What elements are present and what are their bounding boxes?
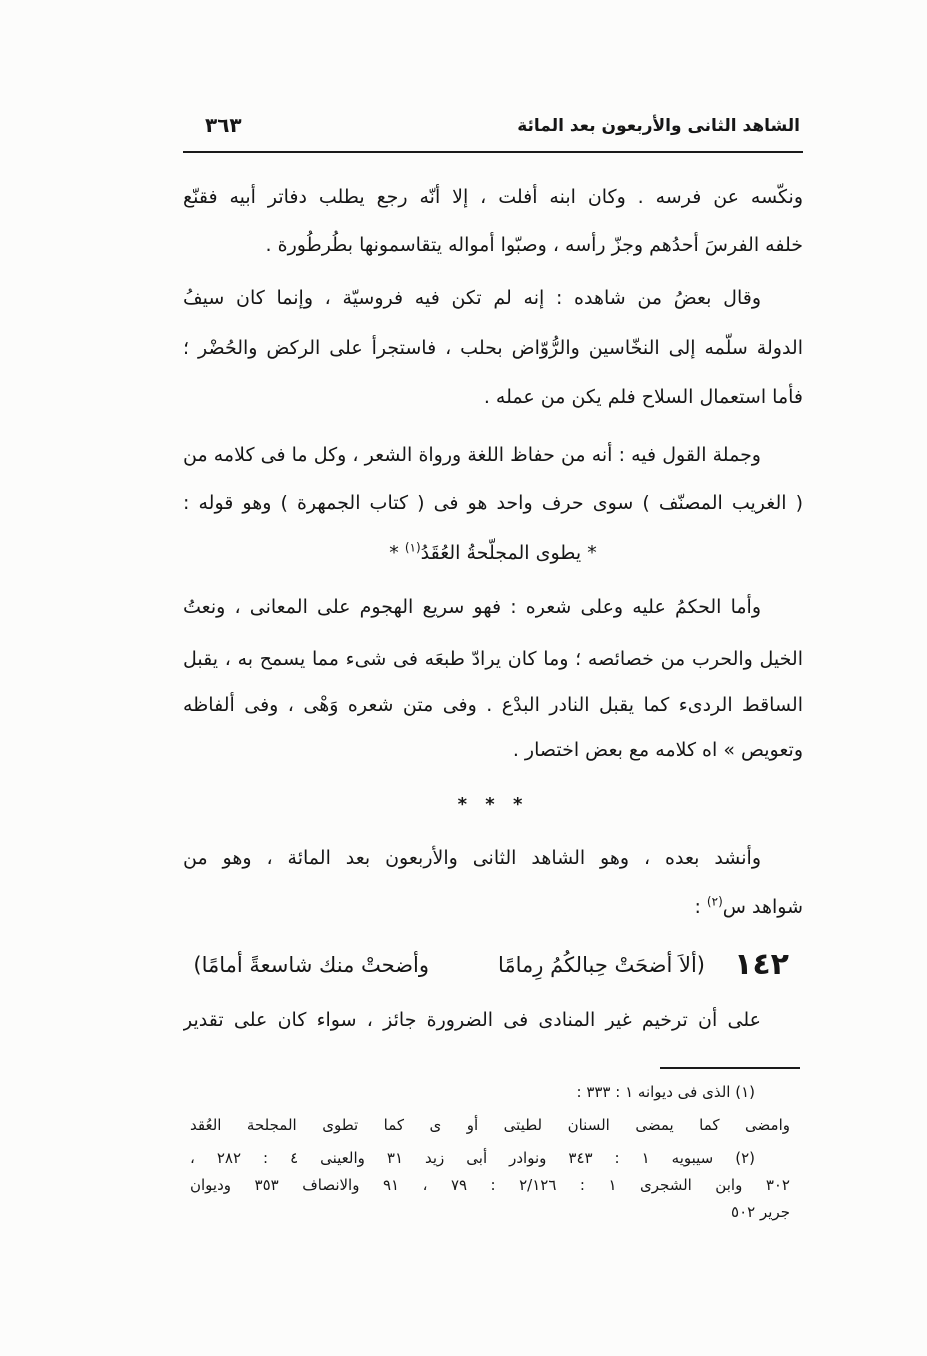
text-line: ونكّسه عن فرسه . وكان ابنه أفلت ، إلا أنّه رجع يطلب دفاتر أبيه فقنّع (183, 186, 803, 208)
verse-second-hemistich: وأضحتْ منك شاسعةً أمامًا) (193, 953, 429, 977)
text-line: الساقط الردىء كما يقبل النادر البدْع . وفى متن شعره وَهْى ، وفى ألفاظه (183, 694, 803, 716)
section-break: * * * (457, 794, 529, 815)
verse-line (183, 943, 803, 987)
footnote-ref-1: (١) (404, 540, 421, 555)
footnote-line: (١) الذى فى ديوانه ١ : ٣٣٣ : (576, 1083, 755, 1101)
verse-number: ١٤٢ (734, 947, 789, 982)
text-line: وقال بعضُ من شاهده : إنه لم تكن فيه فروسيّة ، وإنما كان سيفُ (183, 287, 761, 309)
text-line: فأما استعمال السلاح فلم يكن من عمله . (483, 386, 803, 408)
footnote-line: جرير ٥٠٢ (731, 1203, 790, 1221)
text-fragment: شواهد س (722, 896, 803, 918)
text-fragment: : (694, 896, 707, 918)
footnote-rule (660, 1067, 800, 1069)
text-line: ( الغريب المصنّف ) سوى حرف واحد هو فى ( كتاب الجمهرة ) وهو قوله : (183, 492, 803, 514)
footnote-line: (٢) سيبويه ١ : ٣٤٣ ونوادر أبى زيد ٣١ والعينى ٤ : ٢٨٢ ، (190, 1149, 756, 1167)
footnote-ref-2: (٢) (706, 894, 723, 909)
text-line: خلفه الفرسَ أحدُهم وجزّ رأسه ، وصبّوا أمواله يتقاسمونها بطُرطُورة . (265, 234, 803, 256)
running-header-title: الشاهد الثانى والأربعون بعد المائة (517, 116, 800, 136)
quoted-half-verse (183, 533, 803, 573)
text-line: وجملة القول فيه : أنه من حفاظ اللغة ورواة الشعر ، وكل ما فى كلامه من (183, 444, 761, 466)
page-number: ٣٦٣ (205, 113, 242, 137)
text-line (183, 887, 803, 927)
text-line: وأما الحكمُ عليه وعلى شعره : فهو سريع الهجوم على المعانى ، ونعتُ (183, 596, 761, 618)
text-line: على أن ترخيم غير المنادى فى الضرورة جائز ، سواء كان على تقدير (183, 1009, 761, 1031)
text-line: الخيل والحرب من خصائصه ؛ وما كان يرادّ طبعَه فى شىء مما يسمح به ، يقبل (183, 648, 803, 670)
verse-ornament: * (389, 542, 399, 564)
text-line: وتعويص » اه كلامه مع بعض اختصار . (512, 739, 803, 761)
text-line: الدولة سلّمه إلى النخّاسين والرُّوّاض بحلب ، فاستجرأ على الركض والحُضْر ؛ (183, 337, 803, 359)
half-verse-text: يطوى المجلّحةُ العُقَدُ (420, 542, 582, 564)
verse-first-hemistich: (ألاَ أضحَتْ حِبالكُمُ رِمامًا (498, 953, 705, 977)
footnote-line: وامضى كما يمضى السنان لطيتى أو ى كما تطوى المجلحة العُقد (190, 1116, 790, 1134)
header-rule (183, 151, 803, 153)
footnote-line: ٣٠٢ وابن الشجرى ١ : ٢/١٢٦ : ٧٩ ، ٩١ والانصاف ٣٥٣ وديوان (190, 1176, 790, 1194)
verse-ornament: * (587, 542, 597, 564)
text-line: وأنشد بعده ، وهو الشاهد الثانى والأربعون بعد المائة ، وهو من (183, 847, 761, 869)
